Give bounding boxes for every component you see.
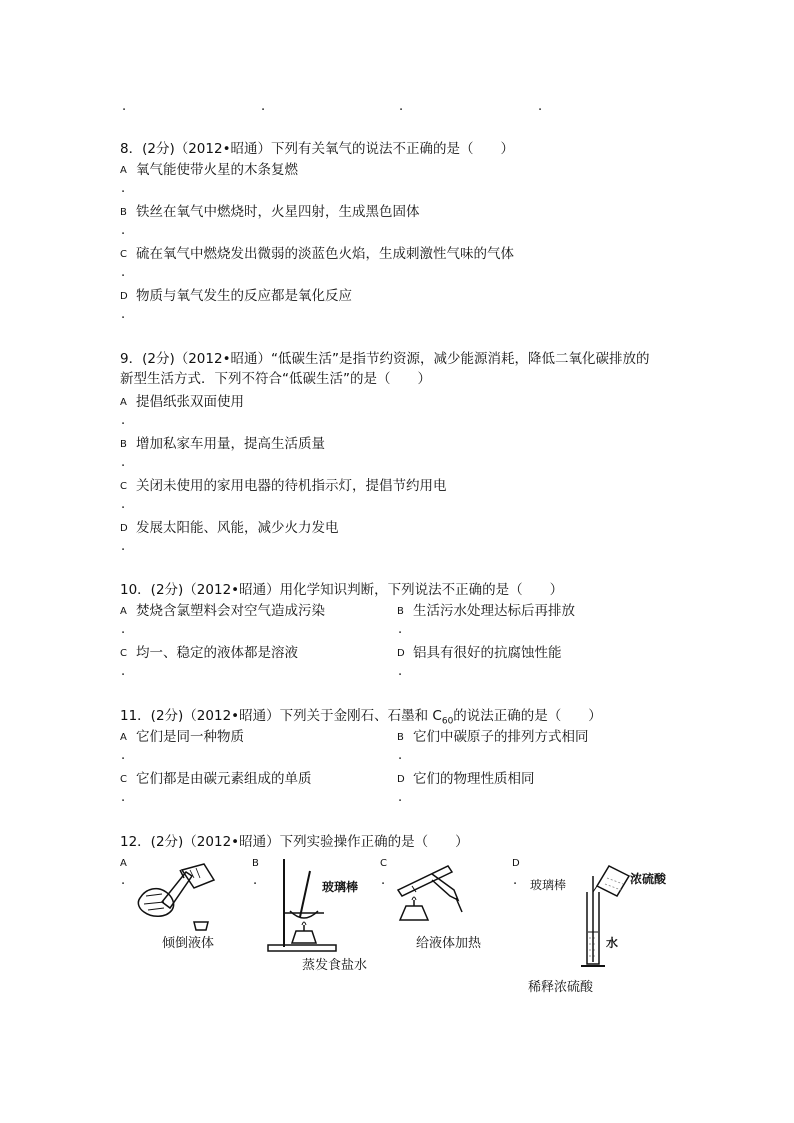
option-letter: D <box>397 648 405 659</box>
q10-option-b: 生活污水处理达标后再排放 <box>413 603 575 619</box>
q11-option-d: 它们的物理性质相同 <box>413 771 535 787</box>
pouring-liquid-figure <box>132 858 222 938</box>
q8-option-a: 氧气能使带火星的木条复燃 <box>136 162 298 178</box>
option-letter: A <box>120 858 127 869</box>
option-letter: D <box>512 858 520 869</box>
glass-rod-label: 玻璃棒 <box>530 878 567 892</box>
option-letter: C <box>120 774 127 785</box>
glass-rod-label: 玻璃棒 <box>322 880 359 894</box>
stray-dot: . <box>399 99 404 114</box>
question-8-stem: 8．(2分)（2012•昭通）下列有关氧气的说法不正确的是（ ） <box>120 141 515 157</box>
q9-option-a: 提倡纸张双面使用 <box>136 394 244 410</box>
question-9-stem-line1: 9．(2分)（2012•昭通）“低碳生活”是指节约资源，减少能源消耗，降低二氧化碳排放的 <box>120 351 650 367</box>
q8-option-d: 物质与氧气发生的反应都是氧化反应 <box>136 288 352 304</box>
option-letter: A <box>120 165 127 176</box>
stray-dot: . <box>261 99 266 114</box>
option-dot: . <box>121 497 126 512</box>
option-dot: . <box>121 413 126 428</box>
question-12-stem: 12．(2分)（2012•昭通）下列实验操作正确的是（ ） <box>120 834 469 850</box>
option-dot: . <box>121 265 126 280</box>
q9-option-c: 关闭未使用的家用电器的待机指示灯，提倡节约用电 <box>136 478 447 494</box>
option-letter: B <box>252 858 259 869</box>
option-letter: C <box>380 858 387 869</box>
figure-caption: 倾倒液体 <box>162 936 215 951</box>
q8-option-b: 铁丝在氧气中燃烧时，火星四射，生成黑色固体 <box>136 204 420 220</box>
option-dot: . <box>121 873 126 888</box>
water-label: 水 <box>606 936 619 950</box>
option-dot: . <box>121 748 126 763</box>
option-letter: D <box>120 291 128 302</box>
acid-label: 浓硫酸 <box>630 872 667 886</box>
q9-option-d: 发展太阳能、风能，减少火力发电 <box>136 520 339 536</box>
option-dot: . <box>121 455 126 470</box>
question-9-stem-line2: 新型生活方式．下列不符合“低碳生活”的是（ ） <box>120 371 431 387</box>
q8-option-c: 硫在氧气中燃烧发出微弱的淡蓝色火焰，生成刺激性气味的气体 <box>136 246 514 262</box>
q11-option-c: 它们都是由碳元素组成的单质 <box>136 771 312 787</box>
option-dot: . <box>121 664 126 679</box>
option-dot: . <box>513 873 518 888</box>
option-letter: B <box>120 207 127 218</box>
option-letter: A <box>120 397 127 408</box>
option-dot: . <box>381 873 386 888</box>
stray-dot: . <box>538 99 543 114</box>
option-letter: D <box>120 523 128 534</box>
option-dot: . <box>398 748 403 763</box>
subscript-60: 60 <box>441 716 454 727</box>
heating-liquid-figure <box>392 856 472 936</box>
option-dot: . <box>121 539 126 554</box>
option-letter: B <box>120 439 127 450</box>
option-dot: . <box>121 307 126 322</box>
q11-option-a: 它们是同一种物质 <box>136 729 244 745</box>
option-dot: . <box>398 790 403 805</box>
q9-option-b: 增加私家车用量，提高生活质量 <box>136 436 325 452</box>
option-dot: . <box>398 622 403 637</box>
figure-caption: 蒸发食盐水 <box>302 958 368 973</box>
option-dot: . <box>121 790 126 805</box>
option-letter: C <box>120 481 127 492</box>
dilution-figure <box>575 862 631 974</box>
figure-caption: 稀释浓硫酸 <box>528 980 594 995</box>
option-dot: . <box>398 664 403 679</box>
option-letter: A <box>120 732 127 743</box>
evaporation-figure <box>262 855 346 953</box>
option-dot: . <box>253 873 258 888</box>
option-letter: B <box>397 732 404 743</box>
option-letter: D <box>397 774 405 785</box>
option-dot: . <box>121 223 126 238</box>
stray-dot: . <box>122 99 127 114</box>
option-dot: . <box>121 181 126 196</box>
option-letter: C <box>120 648 127 659</box>
question-11-stem-tail: 的说法正确的是（ ） <box>453 708 602 724</box>
q10-option-c: 均一、稳定的液体都是溶液 <box>136 645 298 661</box>
q10-option-d: 铝具有很好的抗腐蚀性能 <box>413 645 562 661</box>
figure-caption: 给液体加热 <box>416 936 482 951</box>
question-10-stem: 10．(2分)（2012•昭通）用化学知识判断，下列说法不正确的是（ ） <box>120 582 564 598</box>
q11-option-b: 它们中碳原子的排列方式相同 <box>413 729 589 745</box>
question-11-stem-text: 11．(2分)（2012•昭通）下列关于金刚石、石墨和 C <box>120 708 442 724</box>
option-letter: C <box>120 249 127 260</box>
option-dot: . <box>121 622 126 637</box>
option-letter: B <box>397 606 404 617</box>
option-letter: A <box>120 606 127 617</box>
q10-option-a: 焚烧含氯塑料会对空气造成污染 <box>136 603 325 619</box>
